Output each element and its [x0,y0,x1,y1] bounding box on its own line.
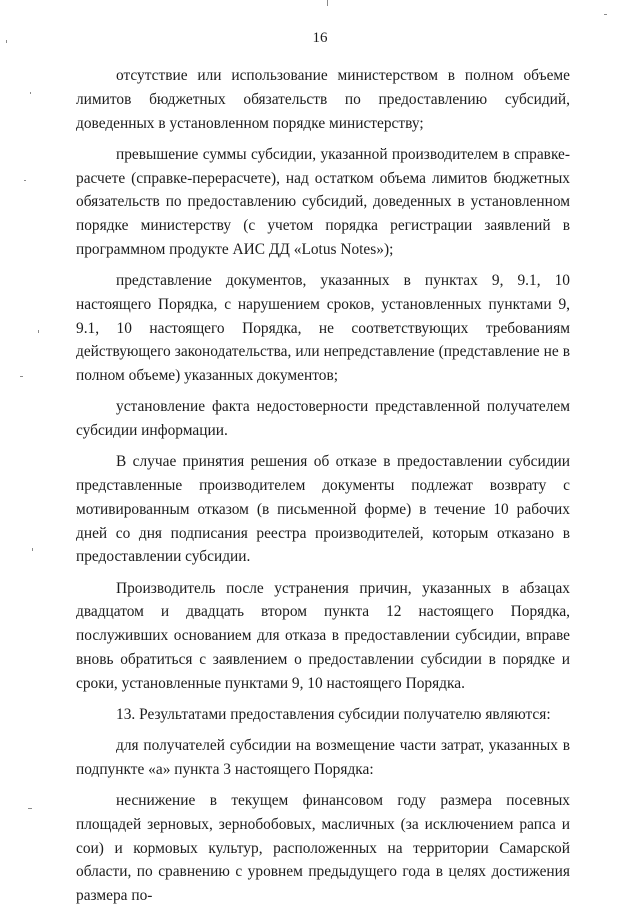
scan-mark-left-1 [6,40,7,43]
paragraph-item-13: 13. Результатами предоставления субсидии получателю являются: [116,705,551,723]
paragraph-crop-area: неснижение в текущем финансовом году размера посевных площадей зерновых, зернобобовых, масличных (за исключением рапса и сои) и кормовых культур, расположенных на территории Самарской области, по сравнению с уровнем предыдущего года в целях достижения размера по- [76,792,570,904]
scan-mark-left-6 [32,548,33,551]
paragraph-subsidy-excess: превышение суммы субсидии, указанной производителем в справке-расчете (справке-перерасчете), над остатком объема лимитов бюджетных обязательств по предоставлению субсидий, доведенных в установленном порядке министерству (с учетом порядка регистрации заявлений в программном продукте АИС ДД «Lotus Notes»); [76,145,570,258]
paragraph-recipients-cost: для получателей субсидии на возмещение части затрат, указанных в подпункте «а» пункта 3 настоящего Порядка: [76,737,570,778]
body-text [76,64,570,908]
paragraph-limits-absent: отсутствие или использование министерством в полном объеме лимитов бюджетных обязательств по предоставлению субсидий, доведенных в установленном порядке министерству; [76,67,570,132]
scan-mark-left-7 [28,808,32,809]
scan-mark-right-1 [604,14,607,15]
scan-mark-left-3 [24,180,26,181]
scan-mark-left-2 [30,92,31,94]
scan-mark-left-5 [20,376,23,377]
scan-mark-top [327,0,328,6]
paragraph-documents-violation: представление документов, указанных в пунктах 9, 9.1, 10 настоящего Порядка, с нарушением сроков, установленных пунктами 9, 9.1, 10 настоящего Порядка, не соответствующих требованиям действующего законодательства, или непредставление (представление не в полном объеме) указанных документов; [76,272,570,384]
page-number: 16 [312,30,328,46]
scan-mark-left-4 [38,330,39,333]
paragraph-refusal-return: В случае принятия решения об отказе в предоставлении субсидии представленные производителем документы подлежат возврату с мотивированным отказом (в письменной форме) в течение 10 рабочих дней со дня подписания реестра производителей, которым отказано в предоставлении субсидии. [76,453,570,566]
paragraph-false-information: установление факта недостоверности представленной получателем субсидии информации. [76,398,570,439]
paragraph-reapplication: Производитель после устранения причин, указанных в абзацах двадцатом и двадцать втором пункта 12 настоящего Порядка, послуживших основанием для отказа в предоставлении субсидии, вправе вновь обратиться с заявлением о предоставлении субсидии в порядке и сроки, установленные пунктами 9, 10 настоящего Порядка. [76,579,570,692]
